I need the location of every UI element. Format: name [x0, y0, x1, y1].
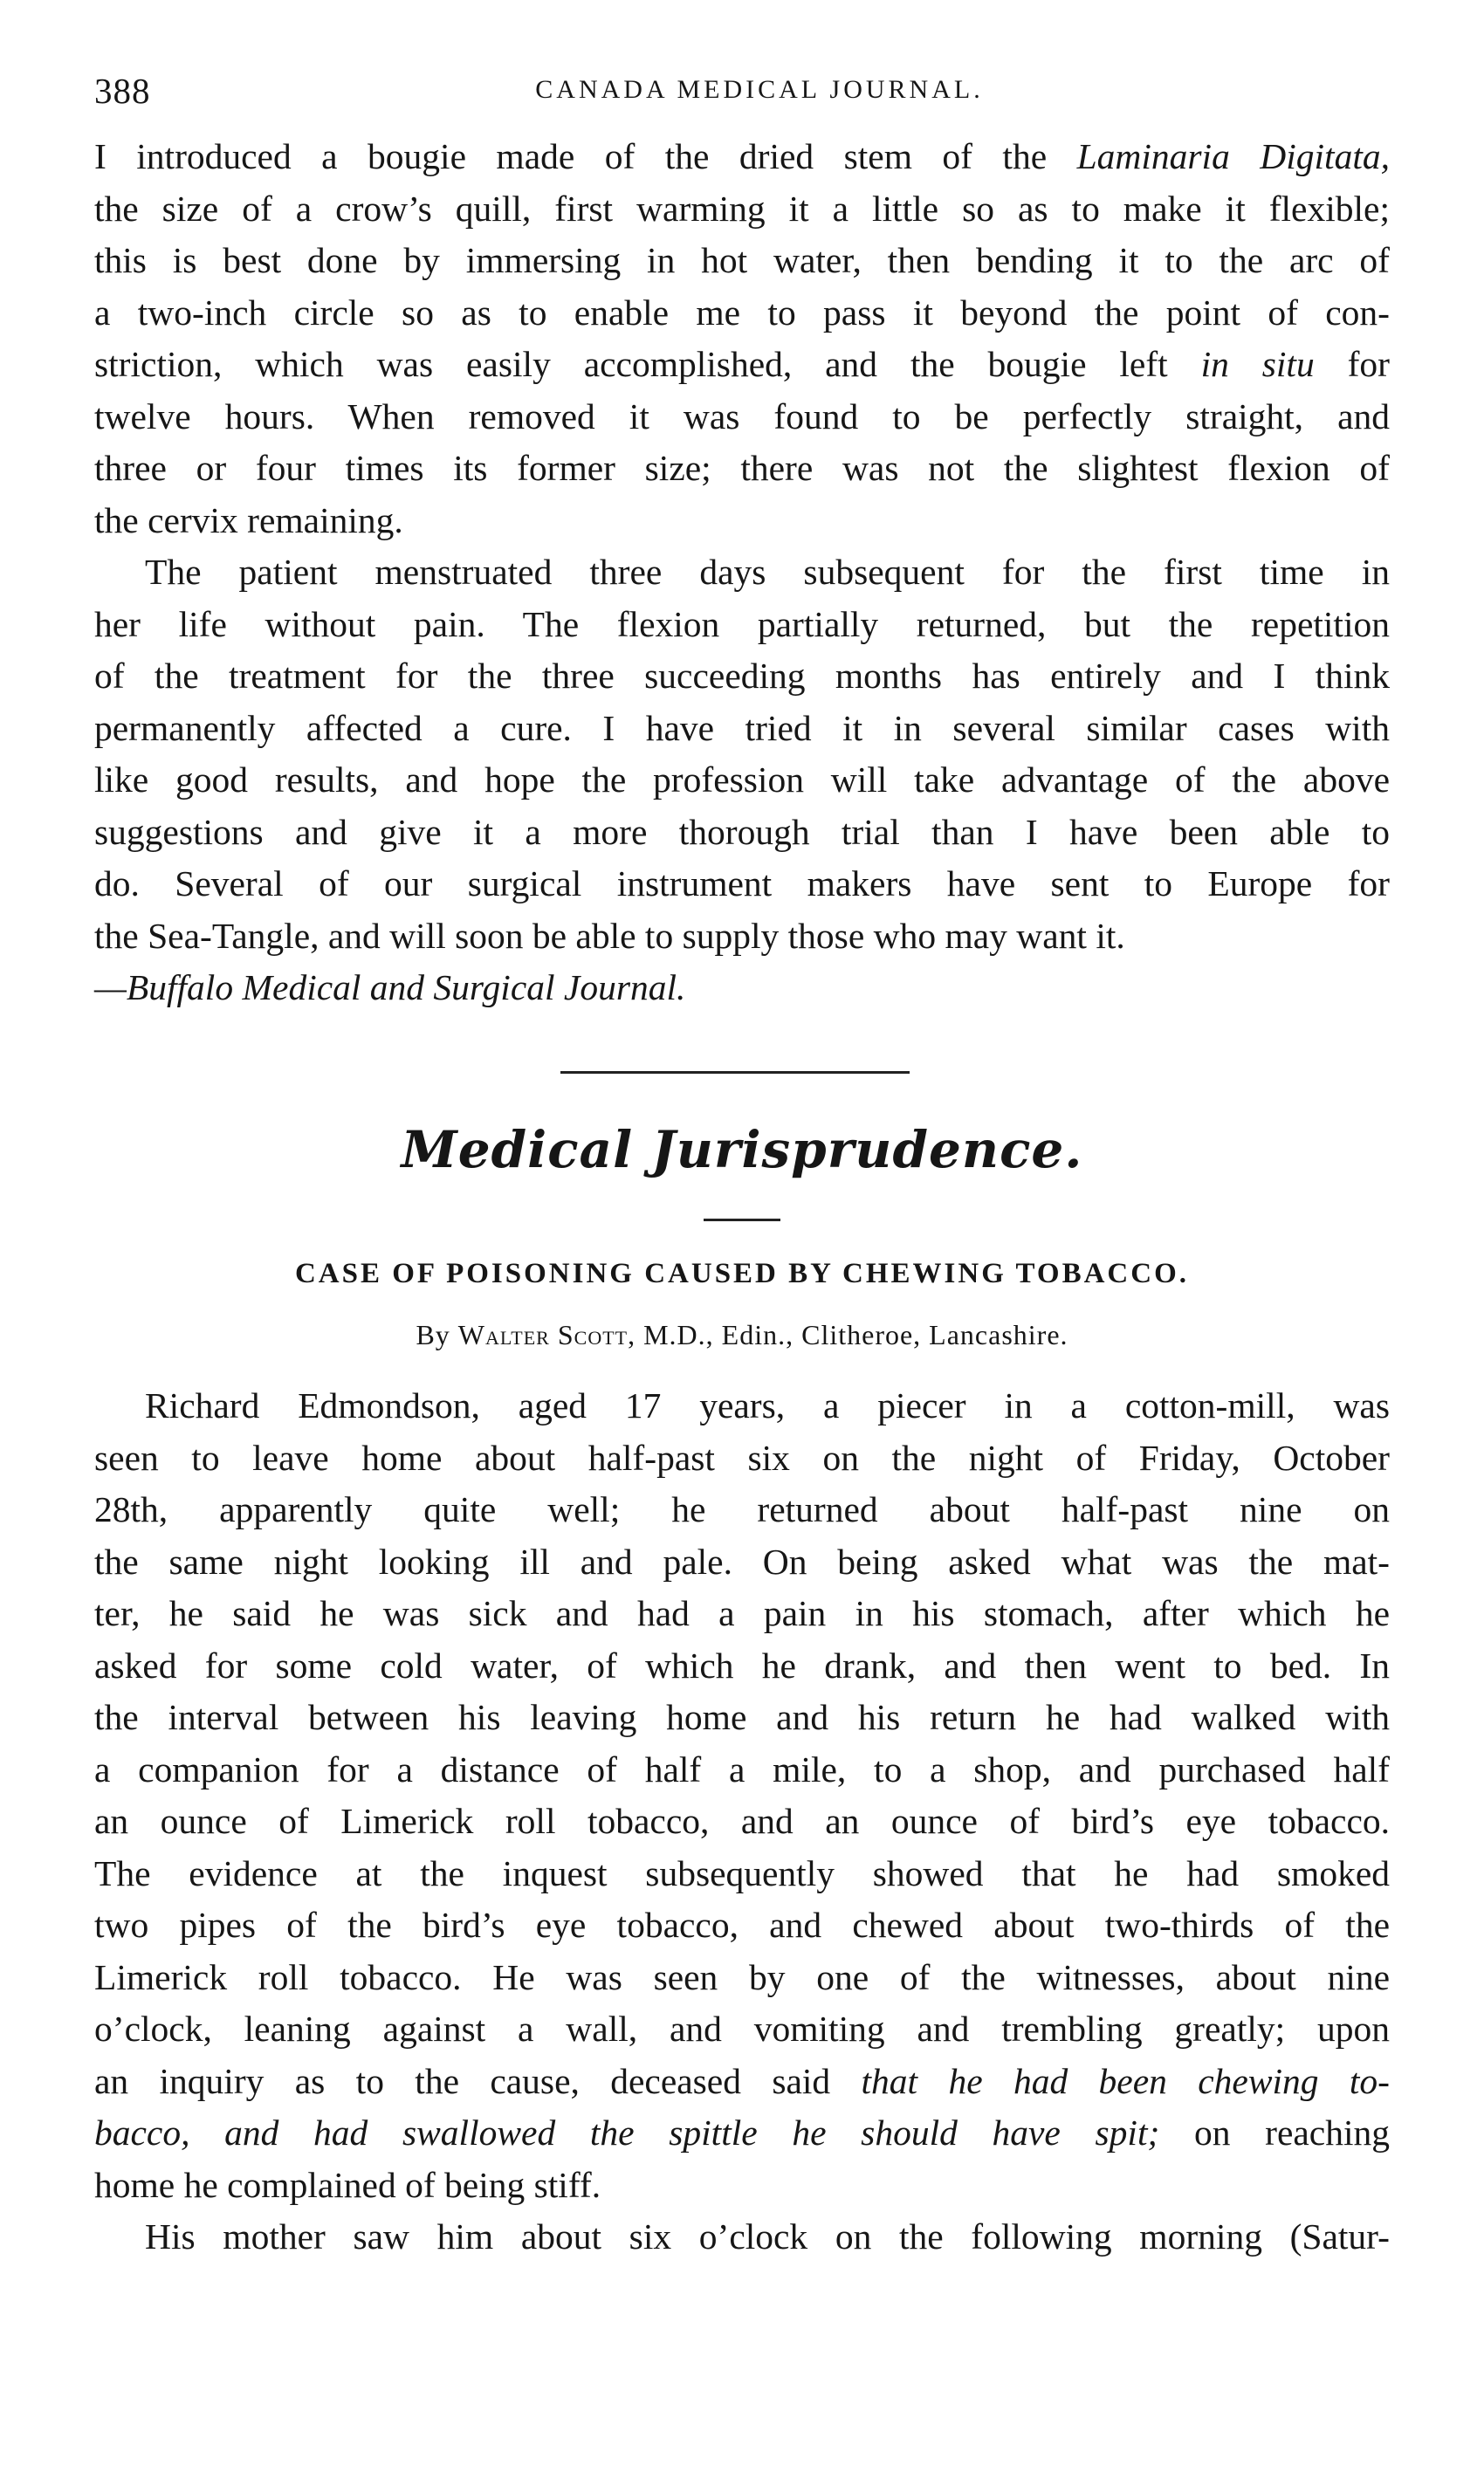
text-line: a two-inch circle so as to enable me to pass it beyond the point of con- [94, 292, 1390, 333]
text-line: two pipes of the bird’s eye tobacco, and chewed about two-thirds of the [94, 1905, 1390, 1945]
text-line: asked for some cold water, of which he drank, and then went to bed. In [94, 1645, 1390, 1686]
italic-text: that he had been chewing to- [861, 2060, 1390, 2101]
byline-details: , M.D., Edin., Clitheroe, Lancashire. [628, 1319, 1068, 1350]
case-paragraph-2 [94, 2211, 1390, 2264]
page [94, 70, 1390, 2264]
text-line: a companion for a distance of half a mile, to a shop, and purchased half [94, 1748, 1390, 1790]
page-number: 388 [94, 71, 151, 111]
text-line: 28th, apparently quite well; he returned about half-past nine on [94, 1489, 1390, 1529]
text-line: suggestions and give it a more thorough trial than I have been able to [94, 811, 1390, 852]
running-head [94, 70, 1390, 131]
text-line: The patient menstruated three days subsequent for the first time in [145, 552, 1390, 592]
byline [94, 1316, 1390, 1354]
text-line: her life without pain. The flexion partially returned, but the repetition [94, 603, 1390, 644]
case-paragraph-1 [94, 1380, 1390, 2211]
text-line: the same night looking ill and pale. On being asked what was the mat- [94, 1541, 1390, 1582]
text-line: three or four times its former size; there was not the slightest flexion of [94, 448, 1390, 488]
text-line: His mother saw him about six o’clock on the following morning (Satur- [145, 2216, 1390, 2257]
text-line: bacco, and had swallowed the spittle he should have spit; on reaching [94, 2112, 1390, 2153]
italic-text: Laminaria Digitata, [1076, 136, 1390, 176]
journal-name: CANADA MEDICAL JOURNAL. [535, 75, 984, 104]
text-line: an inquiry as to the cause, deceased said that he had been chewing to- [94, 2060, 1390, 2101]
text-line: the Sea-Tangle, and will soon be able to supply those who may want it. [94, 915, 1125, 956]
text-line: like good results, and hope the profession will take advantage of the above [94, 759, 1390, 800]
text-line: of the treatment for the three succeeding months has entirely and I think [94, 656, 1390, 696]
text-line: I introduced a bougie made of the dried stem of the Laminaria Digitata, [94, 136, 1390, 176]
text-line: the size of a crow’s quill, first warming it a little so as to make it flexible; [94, 188, 1390, 229]
text-line: o’clock, leaning against a wall, and vomiting and trembling greatly; upon [94, 2009, 1390, 2049]
text-line: do. Several of our surgical instrument makers have sent to Europe for [94, 863, 1390, 903]
article-title: CASE OF POISONING CAUSED BY CHEWING TOBACCO. [294, 1258, 1190, 1289]
section-divider [560, 1071, 910, 1074]
italic-text: in situ [1200, 344, 1315, 384]
text-line: striction, which was easily accomplished, and the bougie left in situ for [94, 344, 1390, 384]
text-line: twelve hours. When removed it was found to be perfectly straight, and [94, 395, 1390, 436]
byline-author: Walter Scott [457, 1319, 629, 1350]
text-line: an ounce of Limerick roll tobacco, and an ounce of bird’s eye tobacco. [94, 1801, 1390, 1841]
text-line: seen to leave home about half-past six on the night of Friday, October [94, 1437, 1390, 1478]
text-line: Limerick roll tobacco. He was seen by one of the witnesses, about nine [94, 1956, 1390, 1997]
text-line: the cervix remaining. [94, 499, 403, 540]
text-line: this is best done by immersing in hot water, then bending it to the arc of [94, 240, 1390, 280]
text-line: the interval between his leaving home and his return he had walked with [94, 1697, 1390, 1737]
italic-text: bacco, and had swallowed the spittle he should have spit; [94, 2112, 1160, 2153]
text-line: The evidence at the inquest subsequently showed that he had smoked [94, 1852, 1390, 1893]
source-citation: —Buffalo Medical and Surgical Journal. [94, 967, 686, 1007]
text-line: Richard Edmondson, aged 17 years, a piecer in a cotton-mill, was [145, 1385, 1390, 1425]
patient-paragraph [94, 546, 1390, 962]
heading-rule [704, 1219, 780, 1221]
text-line: ter, he said he was sick and had a pain in his stomach, after which he [94, 1593, 1390, 1633]
section-heading: Medical Jurisprudence. [401, 1120, 1083, 1179]
continuation-paragraph [94, 131, 1390, 546]
text-line: home he complained of being stiff. [94, 2164, 601, 2205]
text-line: permanently affected a cure. I have tried it in several similar cases with [94, 707, 1390, 748]
byline-prefix: By [416, 1319, 458, 1350]
